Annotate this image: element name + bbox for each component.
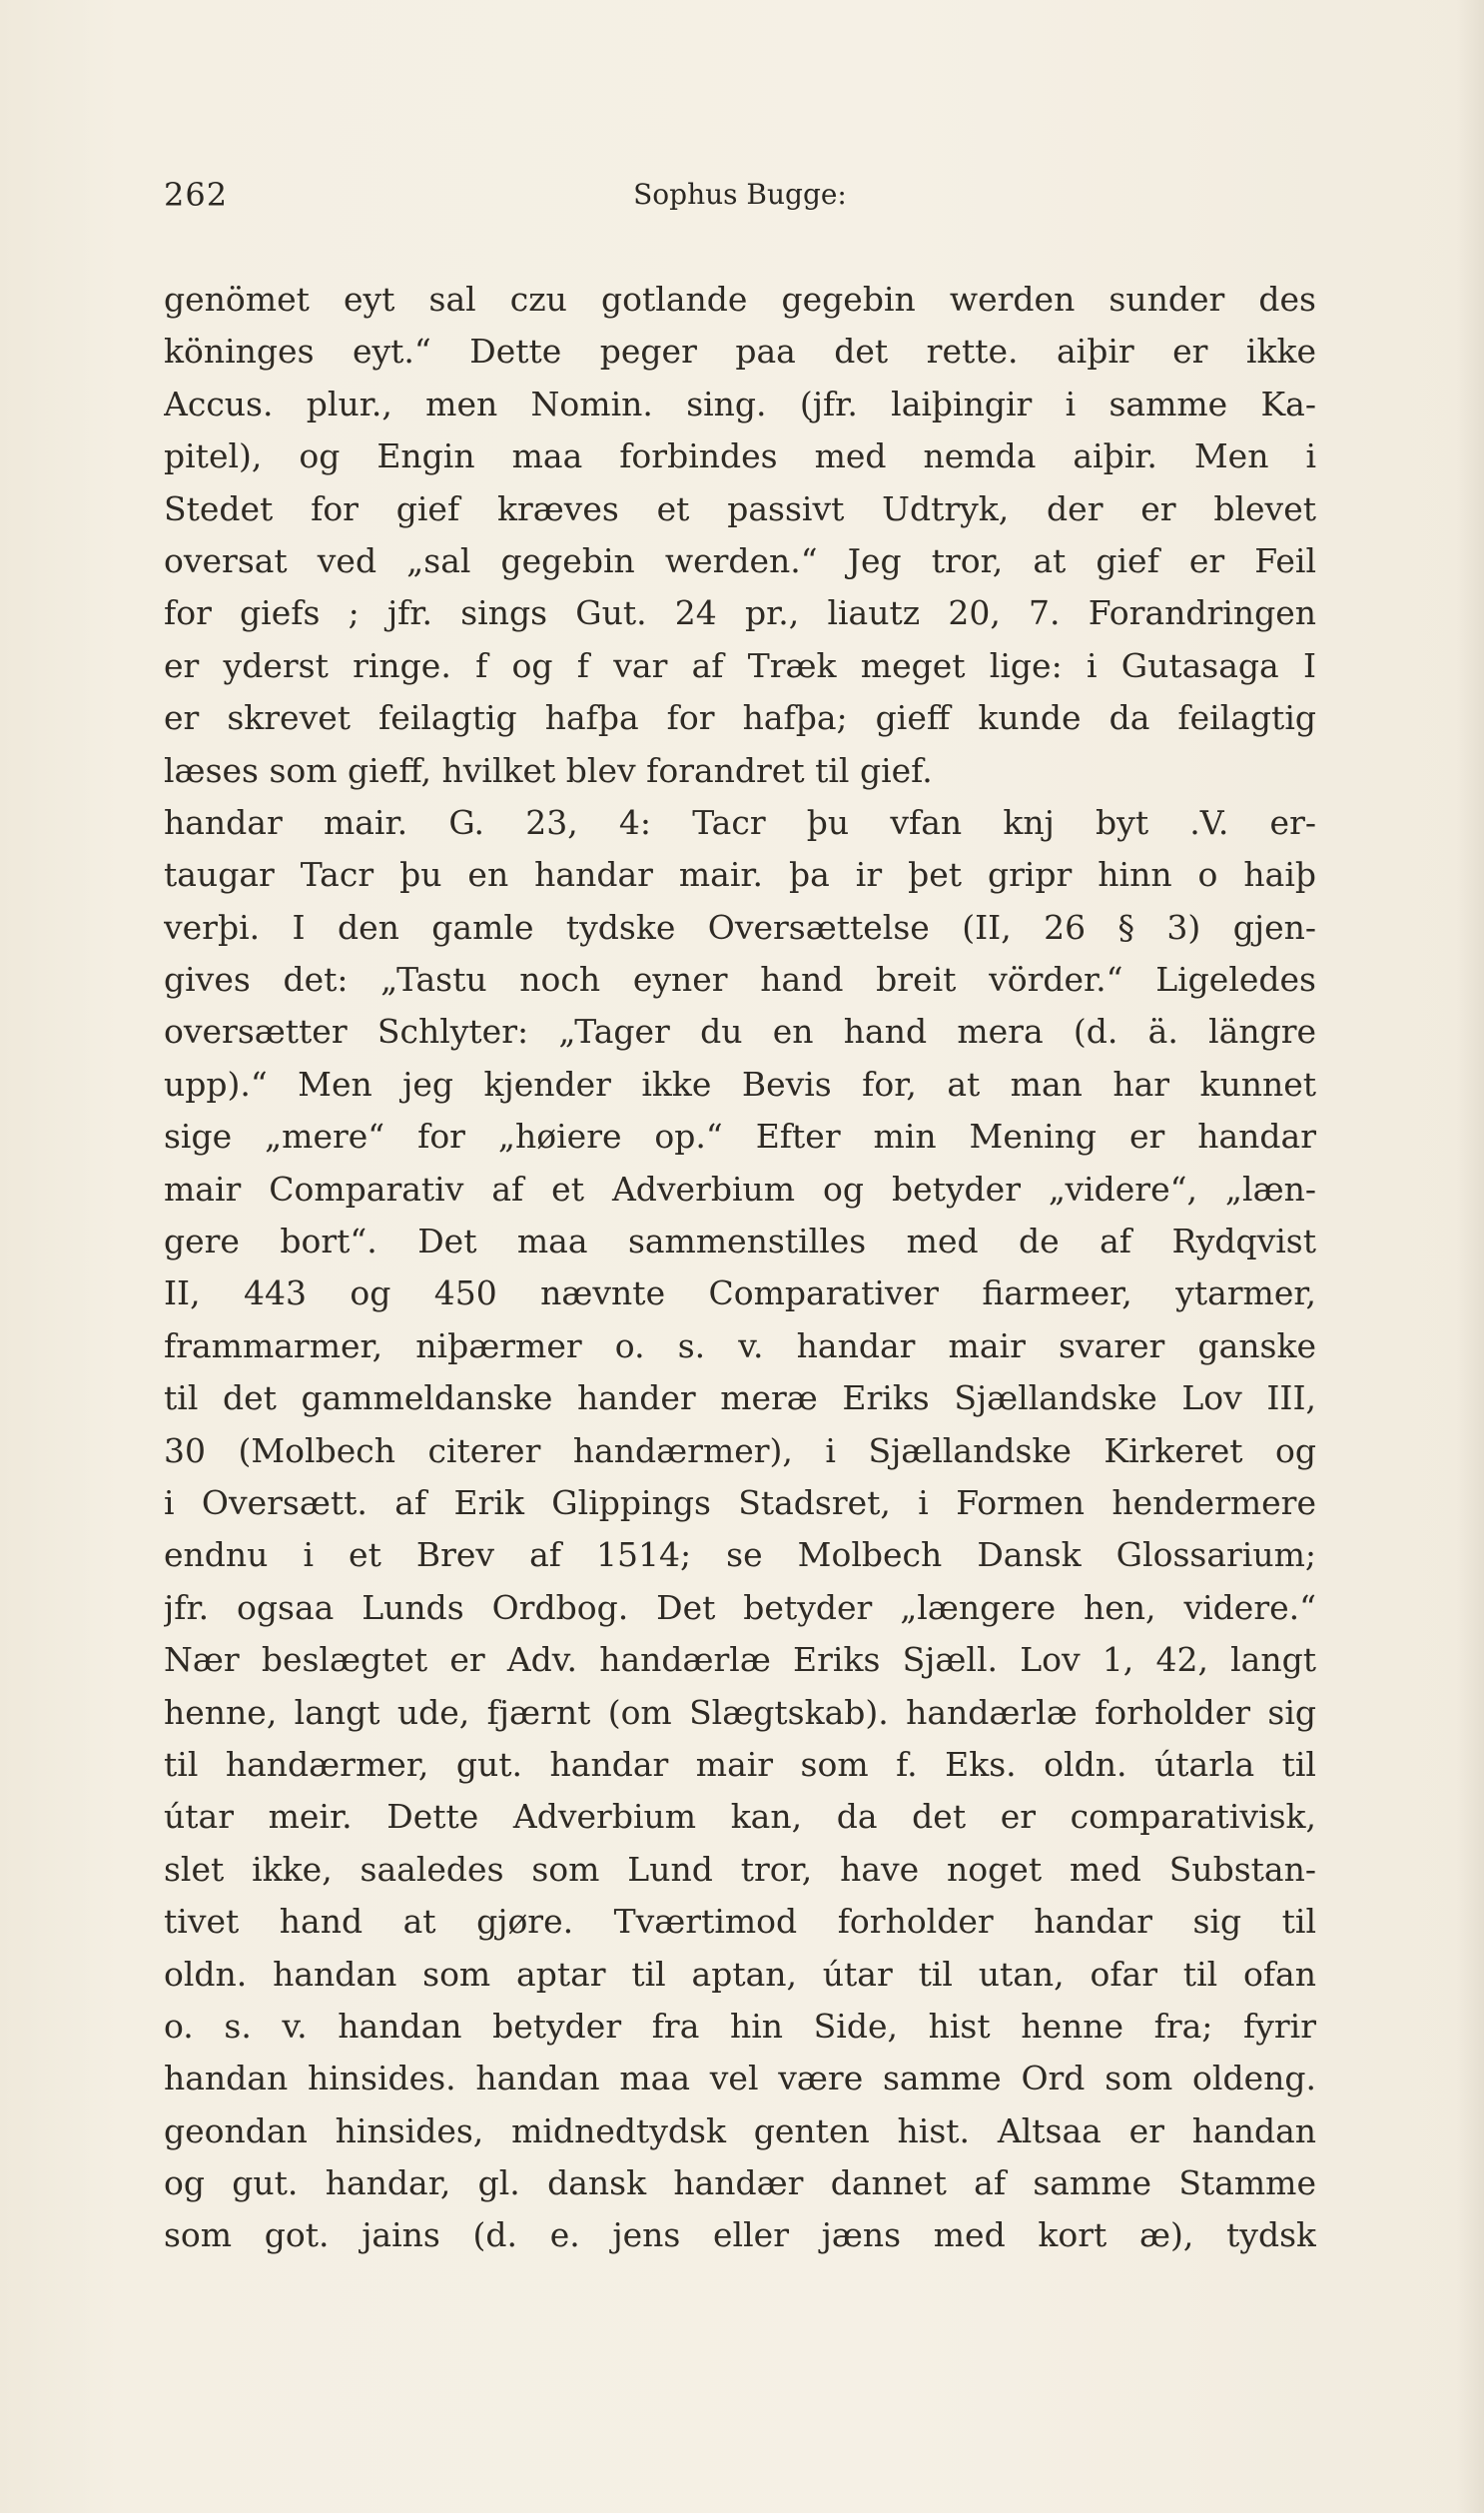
text-line: og gut. handar, gl. dansk handær dannet af samme Stamme <box>164 2163 1316 2203</box>
text-line: henne, langt ude, fjærnt (om Slægtskab). handærlæ forholder sig <box>164 1692 1316 1732</box>
text-line: i Oversætt. af Erik Glippings Stadsret, i Formen hendermere <box>164 1482 1316 1522</box>
text-line: handar mair. G. 23, 4: Tacr þu vfan knj byt .V. er- <box>164 802 1316 842</box>
body-text <box>164 274 1316 2262</box>
page-header <box>164 176 1316 220</box>
text-line: pitel), og Engin maa forbindes med nemda aiþir. Men i <box>164 436 1316 476</box>
text-line: Accus. plur., men Nomin. sing. (jfr. laiþingir i samme Ka- <box>164 384 1316 423</box>
text-line: upp).“ Men jeg kjender ikke Bevis for, at man har kunnet <box>164 1064 1316 1104</box>
running-title: Sophus Bugge: <box>633 178 847 211</box>
text-line: som got. jains (d. e. jens eller jæns med kort æ), tydsk <box>164 2215 1316 2255</box>
text-line: jfr. ogsaa Lunds Ordbog. Det betyder „længere hen, videre.“ <box>164 1587 1316 1627</box>
text-line: o. s. v. handan betyder fra hin Side, hist henne fra; fyrir <box>164 2006 1316 2046</box>
text-line: II, 443 og 450 nævnte Comparativer fiarmeer, ytarmer, <box>164 1273 1316 1313</box>
text-line: verþi. I den gamle tydske Oversættelse (II, 26 § 3) gjen- <box>164 907 1316 947</box>
text-line: for giefs ; jfr. sings Gut. 24 pr., liautz 20, 7. Forandringen <box>164 593 1316 633</box>
text-line: taugar Tacr þu en handar mair. þa ir þet gripr hinn o haiþ <box>164 855 1316 895</box>
text-line: handan hinsides. handan maa vel være samme Ord som oldeng. <box>164 2059 1316 2098</box>
text-line: til det gammeldanske hander meræ Eriks Sjællandske Lov III, <box>164 1378 1316 1418</box>
text-line: mair Comparativ af et Adverbium og betyder „videre“, „læn- <box>164 1169 1316 1209</box>
text-line: endnu i et Brev af 1514; se Molbech Dansk Glossarium; <box>164 1535 1316 1575</box>
text-line: köninges eyt.“ Dette peger paa det rette. aiþir er ikke <box>164 332 1316 372</box>
text-line: oversætter Schlyter: „Tager du en hand mera (d. ä. längre <box>164 1012 1316 1052</box>
page-number: 262 <box>164 176 229 214</box>
text-line: er skrevet feilagtig hafþa for hafþa; gieff kunde da feilagtig <box>164 698 1316 738</box>
text-line: gere bort“. Det maa sammenstilles med de af Rydqvist <box>164 1222 1316 1261</box>
text-line: 30 (Molbech citerer handærmer), i Sjællandske Kirkeret og <box>164 1430 1316 1470</box>
page-edge-shadow <box>1456 0 1484 2513</box>
text-line: er yderst ringe. f og f var af Træk meget lige: i Gutasaga I <box>164 645 1316 685</box>
text-line: slet ikke, saaledes som Lund tror, have noget med Substan- <box>164 1849 1316 1889</box>
text-line: til handærmer, gut. handar mair som f. Eks. oldn. útarla til <box>164 1744 1316 1784</box>
text-line: genömet eyt sal czu gotlande gegebin werden sunder des <box>164 280 1316 319</box>
text-line: oldn. handan som aptar til aptan, útar til utan, ofar til ofan <box>164 1954 1316 1994</box>
text-line: Nær beslægtet er Adv. handærlæ Eriks Sjæll. Lov 1, 42, langt <box>164 1640 1316 1680</box>
text-line: oversat ved „sal gegebin werden.“ Jeg tror, at gief er Feil <box>164 540 1316 580</box>
text-line: sige „mere“ for „høiere op.“ Efter min Mening er handar <box>164 1117 1316 1157</box>
text-line: tivet hand at gjøre. Tværtimod forholder handar sig til <box>164 1902 1316 1942</box>
text-line: Stedet for gief kræves et passivt Udtryk, der er blevet <box>164 488 1316 528</box>
text-line: læses som gieff, hvilket blev forandret til gief. <box>164 750 933 790</box>
text-line: frammarmer, niþærmer o. s. v. handar mair svarer ganske <box>164 1325 1316 1365</box>
text-line: gives det: „Tastu noch eyner hand breit vörder.“ Ligeledes <box>164 960 1316 1000</box>
text-line: útar meir. Dette Adverbium kan, da det er comparativisk, <box>164 1797 1316 1837</box>
text-line: geondan hinsides, midnedtydsk genten hist. Altsaa er handan <box>164 2110 1316 2150</box>
